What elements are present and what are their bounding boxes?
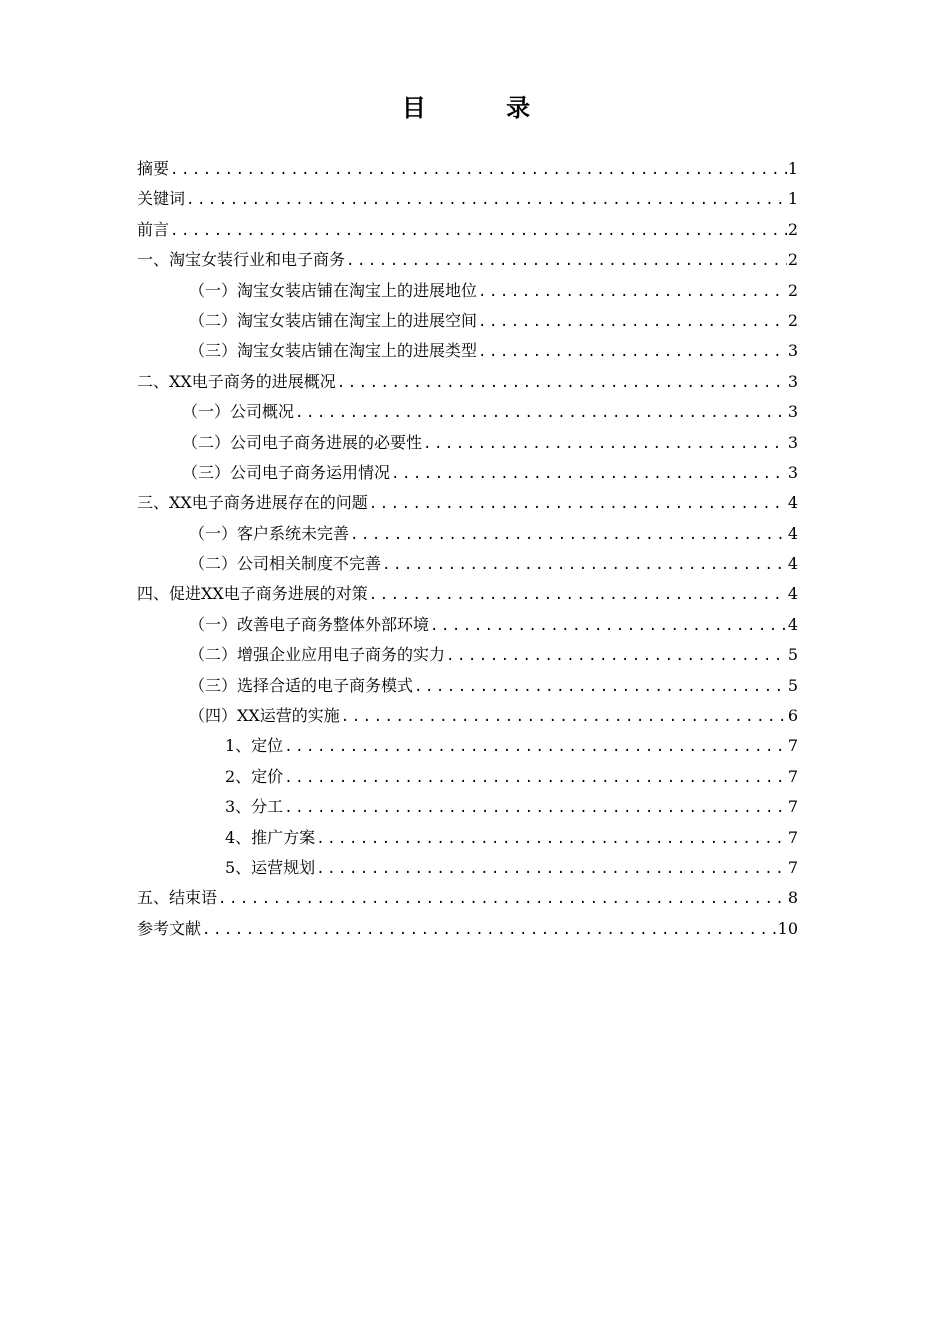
toc-page-number: 2	[787, 250, 798, 270]
page-title: 目 录	[401, 94, 567, 122]
toc-dot-leader	[284, 732, 787, 762]
toc-page-number: 10	[777, 918, 798, 938]
toc-entry[interactable]	[137, 671, 798, 701]
toc-entry[interactable]	[137, 549, 798, 579]
toc-page-number: 3	[787, 371, 798, 391]
toc-dot-leader	[478, 307, 787, 337]
toc-entry-title: 摘要	[137, 159, 170, 178]
toc-dot-leader	[170, 155, 787, 185]
toc-page-number: 4	[787, 584, 798, 604]
toc-entry[interactable]	[137, 823, 798, 853]
toc-entry[interactable]	[137, 367, 798, 397]
toc-entry-title: （一）公司概况	[182, 402, 295, 422]
toc-entry-title: （四）XX运营的实施	[189, 706, 340, 726]
toc-entry[interactable]	[137, 883, 798, 913]
toc-entry[interactable]	[137, 154, 798, 184]
toc-page-number: 3	[787, 462, 798, 482]
toc-entry-title: （三）淘宝女装店铺在淘宝上的进展类型	[189, 341, 478, 361]
toc-dot-leader	[350, 520, 787, 550]
toc-dot-leader	[430, 611, 787, 641]
toc-entry-title: 4、推广方案	[225, 827, 316, 847]
toc-dot-leader	[337, 368, 787, 398]
toc-dot-leader	[369, 580, 787, 610]
toc-dot-leader	[186, 185, 787, 215]
toc-page-number: 1	[787, 189, 798, 209]
toc-entry[interactable]	[137, 853, 798, 883]
toc-dot-leader	[369, 489, 787, 519]
toc-page-number: 4	[787, 614, 798, 634]
toc-page-number: 3	[787, 432, 798, 452]
toc-entry-title: 三、XX电子商务进展存在的问题	[137, 493, 368, 513]
toc-entry[interactable]	[137, 215, 798, 245]
toc-dot-leader	[284, 763, 787, 793]
toc-page-number: 4	[787, 523, 798, 543]
toc-dot-leader	[478, 277, 787, 307]
toc-entry[interactable]	[137, 276, 798, 306]
toc-page-number: 7	[787, 736, 798, 756]
toc-entry-title: （三）选择合适的电子商务模式	[189, 675, 414, 695]
toc-page-number: 2	[787, 219, 798, 239]
toc-entry[interactable]	[137, 914, 798, 944]
toc-entry[interactable]	[137, 792, 798, 822]
toc-entry-title: （一）淘宝女装店铺在淘宝上的进展地位	[189, 280, 478, 300]
toc-dot-leader	[316, 824, 787, 854]
toc-entry[interactable]	[137, 458, 798, 488]
toc-entry-title: （二）公司电子商务进展的必要性	[182, 432, 423, 452]
toc-dot-leader	[382, 550, 787, 580]
toc-entry[interactable]	[137, 640, 798, 670]
toc-entry[interactable]	[137, 731, 798, 761]
toc-dot-leader	[446, 641, 787, 671]
toc-page-number: 5	[787, 645, 798, 665]
toc-entry-title: 四、促进XX电子商务进展的对策	[137, 584, 368, 604]
toc-entry[interactable]	[137, 184, 798, 214]
toc-entry-title: （一）改善电子商务整体外部环境	[189, 614, 430, 634]
toc-page-number: 7	[787, 797, 798, 817]
toc-entry[interactable]	[137, 306, 798, 336]
toc-entry[interactable]	[137, 579, 798, 609]
toc-entry-title: （二）公司相关制度不完善	[189, 554, 382, 574]
toc-dot-leader	[423, 429, 787, 459]
toc-dot-leader	[295, 398, 787, 428]
toc-entry[interactable]	[137, 762, 798, 792]
toc-page-number: 2	[787, 280, 798, 300]
toc-entry[interactable]	[137, 336, 798, 366]
toc-page-number: 5	[787, 675, 798, 695]
toc-entry[interactable]	[137, 519, 798, 549]
toc-dot-leader	[170, 216, 787, 246]
toc-page-number: 3	[787, 341, 798, 361]
toc-dot-leader	[316, 854, 787, 884]
toc-entry-title: 一、淘宝女装行业和电子商务	[137, 250, 346, 270]
toc-page-number: 2	[787, 310, 798, 330]
toc-entry-title: 五、结束语	[137, 888, 218, 908]
toc-page-number: 3	[787, 402, 798, 422]
toc-entry-title: 2、定价	[225, 766, 284, 786]
toc-dot-leader	[341, 702, 787, 732]
toc-page-number: 8	[787, 888, 798, 908]
toc-entry-title: 1、定位	[225, 736, 284, 756]
toc-entry-title: 关键词	[137, 189, 186, 209]
toc-entry-title: （二）淘宝女装店铺在淘宝上的进展空间	[189, 310, 478, 330]
table-of-contents	[137, 154, 798, 944]
toc-entry-title: 3、分工	[225, 797, 284, 817]
toc-page-number: 7	[787, 827, 798, 847]
toc-entry-title: 二、XX电子商务的进展概况	[137, 371, 336, 391]
toc-dot-leader	[346, 246, 787, 276]
toc-page-number: 7	[787, 766, 798, 786]
toc-dot-leader	[478, 337, 787, 367]
toc-entry-title: 5、运营规划	[225, 857, 316, 877]
toc-dot-leader	[284, 793, 787, 823]
toc-dot-leader	[218, 884, 787, 914]
toc-page-number: 7	[787, 857, 798, 877]
toc-entry[interactable]	[137, 488, 798, 518]
toc-entry-title: 参考文献	[137, 918, 202, 938]
toc-entry-title: 前言	[137, 219, 170, 239]
toc-page-number: 6	[787, 706, 798, 726]
toc-entry-title: （三）公司电子商务运用情况	[182, 462, 391, 482]
toc-dot-leader	[414, 672, 787, 702]
toc-page-number: 1	[787, 159, 798, 178]
toc-entry[interactable]	[137, 397, 798, 427]
toc-page-number: 4	[787, 493, 798, 513]
toc-entry-title: （一）客户系统未完善	[189, 523, 350, 543]
toc-entry-title: （二）增强企业应用电子商务的实力	[189, 645, 446, 665]
toc-page-number: 4	[787, 554, 798, 574]
toc-dot-leader	[391, 459, 787, 489]
toc-dot-leader	[202, 915, 777, 945]
toc-entry[interactable]	[137, 701, 798, 731]
toc-entry[interactable]	[137, 428, 798, 458]
toc-entry[interactable]	[137, 245, 798, 275]
toc-entry[interactable]	[137, 610, 798, 640]
